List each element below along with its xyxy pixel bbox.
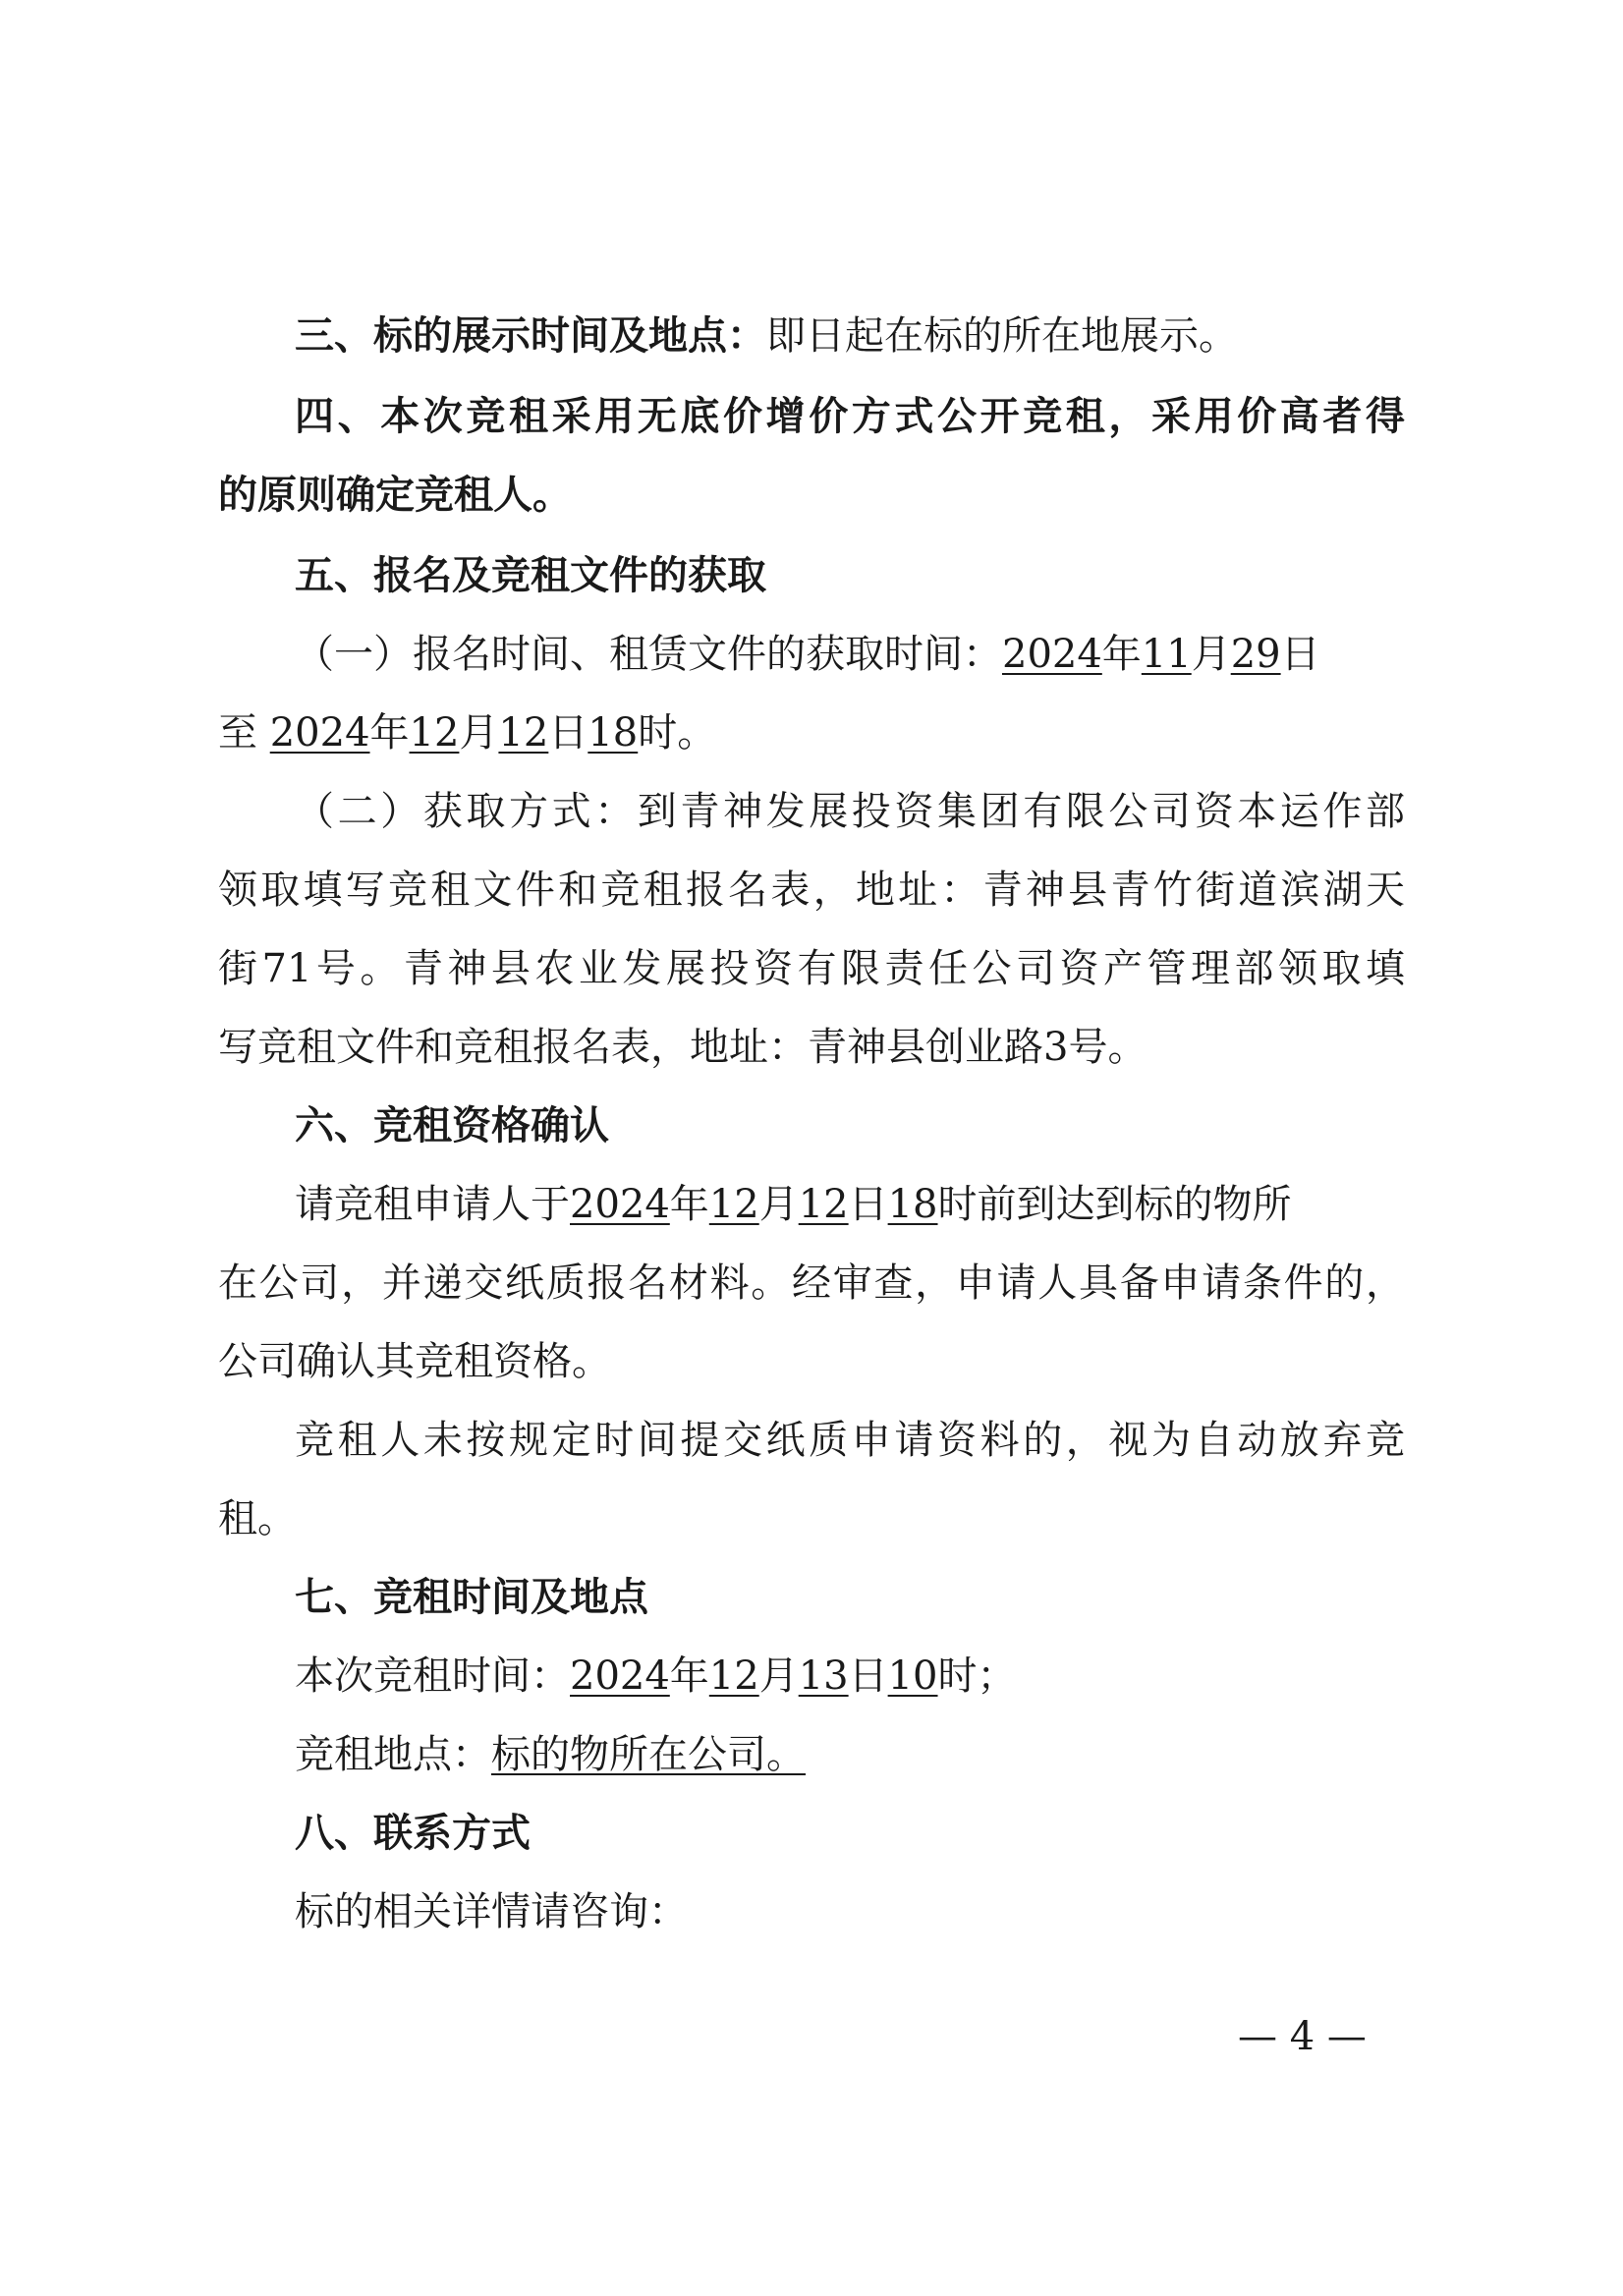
section-4-line-2: 的原则确定竞租人。	[218, 473, 572, 518]
unit-year: 年	[1101, 632, 1142, 677]
section-8-text: 标的相关详情请咨询：	[295, 1889, 688, 1934]
unit-day: 日	[848, 1182, 888, 1227]
section-6-p2-line-2: 租。	[218, 1496, 297, 1541]
page-number: — 4 —	[1238, 2014, 1367, 2059]
auction-hour: 10	[887, 1653, 938, 1699]
section-5-p2-line-2: 领取填写竞租文件和竞租报名表，地址：青神县青竹街道滨湖天	[218, 868, 1405, 913]
auction-place-label: 竞租地点：	[295, 1732, 491, 1777]
start-year: 2024	[1002, 632, 1102, 677]
start-month: 11	[1141, 632, 1192, 677]
end-hour: 18	[588, 710, 639, 756]
unit-month: 月	[459, 710, 499, 756]
deadline-label: 请竞租申请人于	[295, 1182, 570, 1227]
section-5-heading: 五、报名及竞租文件的获取	[295, 553, 766, 598]
unit-month: 月	[1191, 632, 1231, 677]
deadline-day: 12	[798, 1182, 849, 1227]
unit-day: 日	[548, 710, 588, 756]
section-8-heading: 八、联系方式	[295, 1811, 531, 1856]
start-day: 29	[1230, 632, 1281, 677]
section-3-text: 即日起在标的所在地展示。	[766, 313, 1238, 359]
section-6-p1-line-3: 公司确认其竞租资格。	[218, 1339, 611, 1384]
section-6-p2-line-1: 竞租人未按规定时间提交纸质申请资料的，视为自动放弃竞	[295, 1418, 1405, 1463]
section-3-line	[295, 310, 1405, 362]
unit-day: 日	[848, 1653, 888, 1699]
section-5-p2-line-3: 街71号。青神县农业发展投资有限责任公司资产管理部领取填	[218, 946, 1405, 991]
deadline-month: 12	[708, 1182, 759, 1227]
section-5-p2-line-4: 写竞租文件和竞租报名表，地址：青神县创业路3号。	[218, 1025, 1147, 1070]
to-word: 至	[218, 710, 257, 756]
auction-time-line	[295, 1651, 1405, 1702]
section-6-p1-line-2: 在公司，并递交纸质报名材料。经审查，申请人具备申请条件的，	[218, 1260, 1405, 1306]
auction-day: 13	[798, 1653, 849, 1699]
unit-month: 月	[758, 1182, 799, 1227]
unit-year: 年	[669, 1182, 709, 1227]
unit-day: 日	[1280, 632, 1320, 677]
deadline-hour: 18	[887, 1182, 938, 1227]
deadline-year: 2024	[570, 1182, 670, 1227]
signup-time-label: （一）报名时间、租赁文件的获取时间：	[295, 632, 1002, 677]
auction-hour-unit: 时；	[937, 1653, 1017, 1699]
end-day: 12	[498, 710, 549, 756]
section-5-p1-line-2	[218, 707, 1405, 758]
auction-time-label: 本次竞租时间：	[295, 1653, 570, 1699]
section-5-p1-line-1	[295, 629, 1405, 680]
auction-year: 2024	[570, 1653, 670, 1699]
section-3-heading: 三、标的展示时间及地点：	[295, 313, 766, 359]
unit-year: 年	[369, 710, 410, 756]
section-5-p2-line-1: （二）获取方式：到青神发展投资集团有限公司资本运作部	[295, 789, 1405, 834]
deadline-suffix: 时前到达到标的物所	[937, 1182, 1292, 1227]
auction-place-value: 标的物所在公司。	[491, 1732, 806, 1777]
section-7-heading: 七、竞租时间及地点	[295, 1575, 648, 1620]
section-4-line-1: 四、本次竞租采用无底价增价方式公开竞租，采用价高者得	[295, 394, 1405, 439]
unit-year: 年	[669, 1653, 709, 1699]
unit-month: 月	[758, 1653, 799, 1699]
auction-place-line	[295, 1729, 1405, 1780]
section-6-heading: 六、竞租资格确认	[295, 1103, 609, 1148]
end-month: 12	[409, 710, 460, 756]
end-year: 2024	[269, 710, 370, 756]
auction-month: 12	[708, 1653, 759, 1699]
end-hour-unit: 时。	[638, 710, 717, 756]
section-6-p1-line-1	[295, 1179, 1405, 1230]
